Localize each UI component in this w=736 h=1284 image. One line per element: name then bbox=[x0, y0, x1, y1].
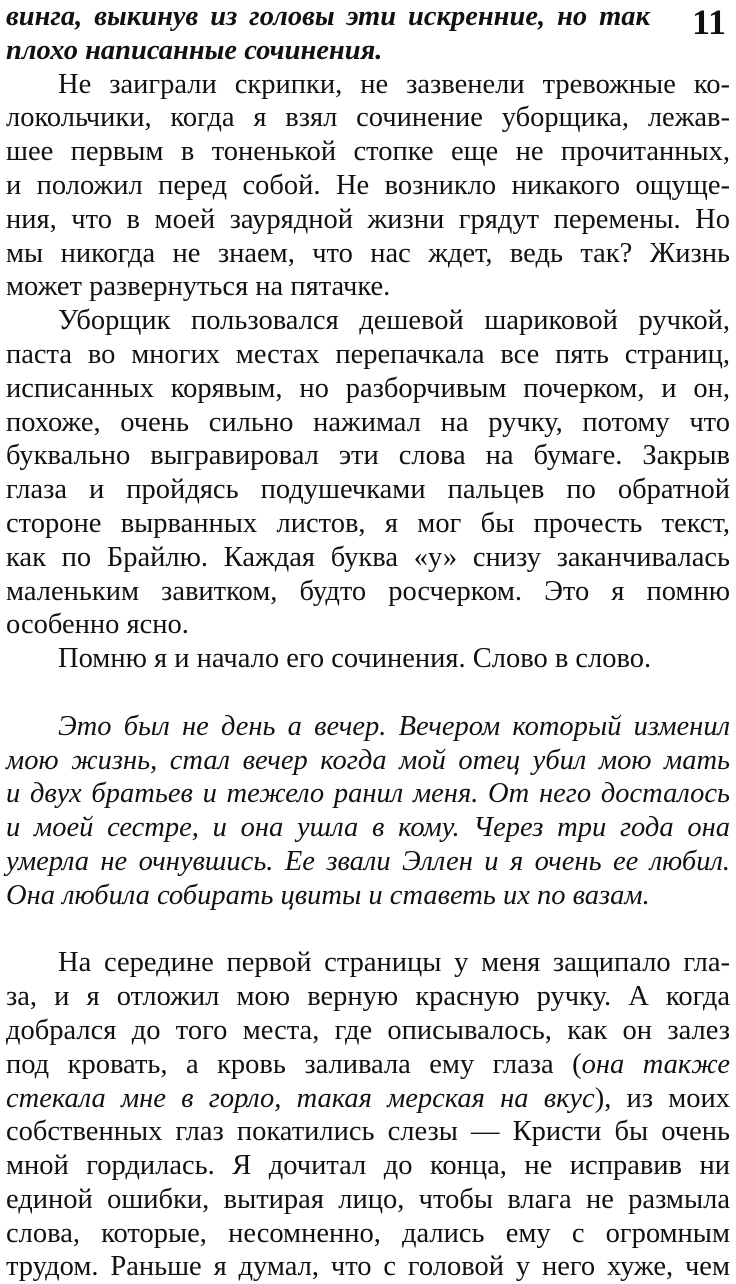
blank-line bbox=[6, 913, 730, 947]
text-line: мы никогда не знаем, что нас ждет, ведь так? Жизнь bbox=[6, 237, 730, 269]
text-line: и положил перед собой. Не возникло никакого ощуще- bbox=[6, 169, 730, 201]
blank-line bbox=[6, 676, 730, 710]
page-number: 11 bbox=[691, 2, 726, 42]
book-page bbox=[6, 0, 730, 1284]
text-line: особенно ясно. bbox=[6, 609, 189, 641]
text-line: за, и я отложил мою верную красную ручку. А когда bbox=[6, 981, 730, 1013]
text-line: слова, которые, несомненно, дались ему с огромным bbox=[6, 1217, 730, 1249]
text-line: трудом. Раньше я думал, что с головой у него хуже, чем bbox=[6, 1251, 730, 1283]
text-line: единой ошибки, вытирая лицо, чтобы влага не размыла bbox=[6, 1183, 730, 1215]
text-line: плохо написанные сочинения. bbox=[6, 34, 383, 66]
text-line: шее первым в тоненькой стопке еще не прочитанных, bbox=[6, 136, 730, 168]
quote-line: и моей сестре, и она ушла в кому. Через три года она bbox=[6, 812, 730, 844]
text-line: паста во многих местах перепачкала все пять страниц, bbox=[6, 338, 730, 370]
text-line: глаза и пройдясь подушечками пальцев по обратной bbox=[6, 474, 730, 506]
text-line: добрался до того места, где описывалось, как он залез bbox=[6, 1014, 730, 1046]
text-line: исписанных корявым, но разборчивым почерком, и он, bbox=[6, 372, 730, 404]
italic-segment: она также bbox=[581, 1048, 731, 1080]
text-segment: ), из моих bbox=[594, 1082, 730, 1114]
text-line: стороне вырванных листов, я мог бы прочесть текст, bbox=[6, 507, 730, 539]
text-line bbox=[6, 1048, 730, 1082]
text-line: как по Брайлю. Каждая буква «у» снизу заканчивалась bbox=[6, 541, 730, 573]
text-line bbox=[6, 1082, 730, 1116]
text-line: мной гордилась. Я дочитал до конца, не исправив ни bbox=[6, 1150, 730, 1182]
quote-line: Она любила собирать цвиты и ставеть их по вазам. bbox=[6, 879, 650, 911]
text-line: может развернуться на пятачке. bbox=[6, 271, 391, 303]
text-line: Помню я и начало его сочинения. Слово в слово. bbox=[58, 643, 652, 675]
text-line: маленьким завитком, будто росчерком. Это я помню bbox=[6, 575, 730, 607]
quote-line: и двух братьев и тежело ранил меня. От него досталось bbox=[6, 778, 730, 810]
text-line: винга, выкинув из головы эти искренние, но так bbox=[6, 1, 650, 32]
quote-line: мою жизнь, стал вечер когда мой отец убил мою мать bbox=[6, 744, 730, 776]
italic-segment: стекала мне в горло, такая мерская на вкус bbox=[6, 1082, 595, 1114]
text-line: Не заиграли скрипки, не зазвенели тревожные ко- bbox=[58, 68, 730, 100]
quote-line: Это был не день а вечер. Вечером который изменил bbox=[58, 710, 730, 742]
text-line: локольчики, когда я взял сочинение уборщика, лежав- bbox=[6, 102, 730, 134]
text-line: Уборщик пользовался дешевой шариковой ручкой, bbox=[58, 305, 730, 337]
text-segment: под кровать, а кровь заливала ему глаза ( bbox=[6, 1048, 582, 1080]
text-line: ния, что в моей заурядной жизни грядут перемены. Но bbox=[6, 203, 730, 235]
text-line: похоже, очень сильно нажимал на ручку, потому что bbox=[6, 406, 730, 438]
text-line: буквально выгравировал эти слова на бумаге. Закрыв bbox=[6, 440, 730, 472]
text-line: собственных глаз покатились слезы — Кристи бы очень bbox=[6, 1116, 730, 1148]
quote-line: умерла не очнувшись. Ее звали Эллен и я очень ее любил. bbox=[6, 845, 730, 877]
text-line: На середине первой страницы у меня защипало гла- bbox=[58, 947, 730, 979]
text-body bbox=[6, 0, 730, 1284]
